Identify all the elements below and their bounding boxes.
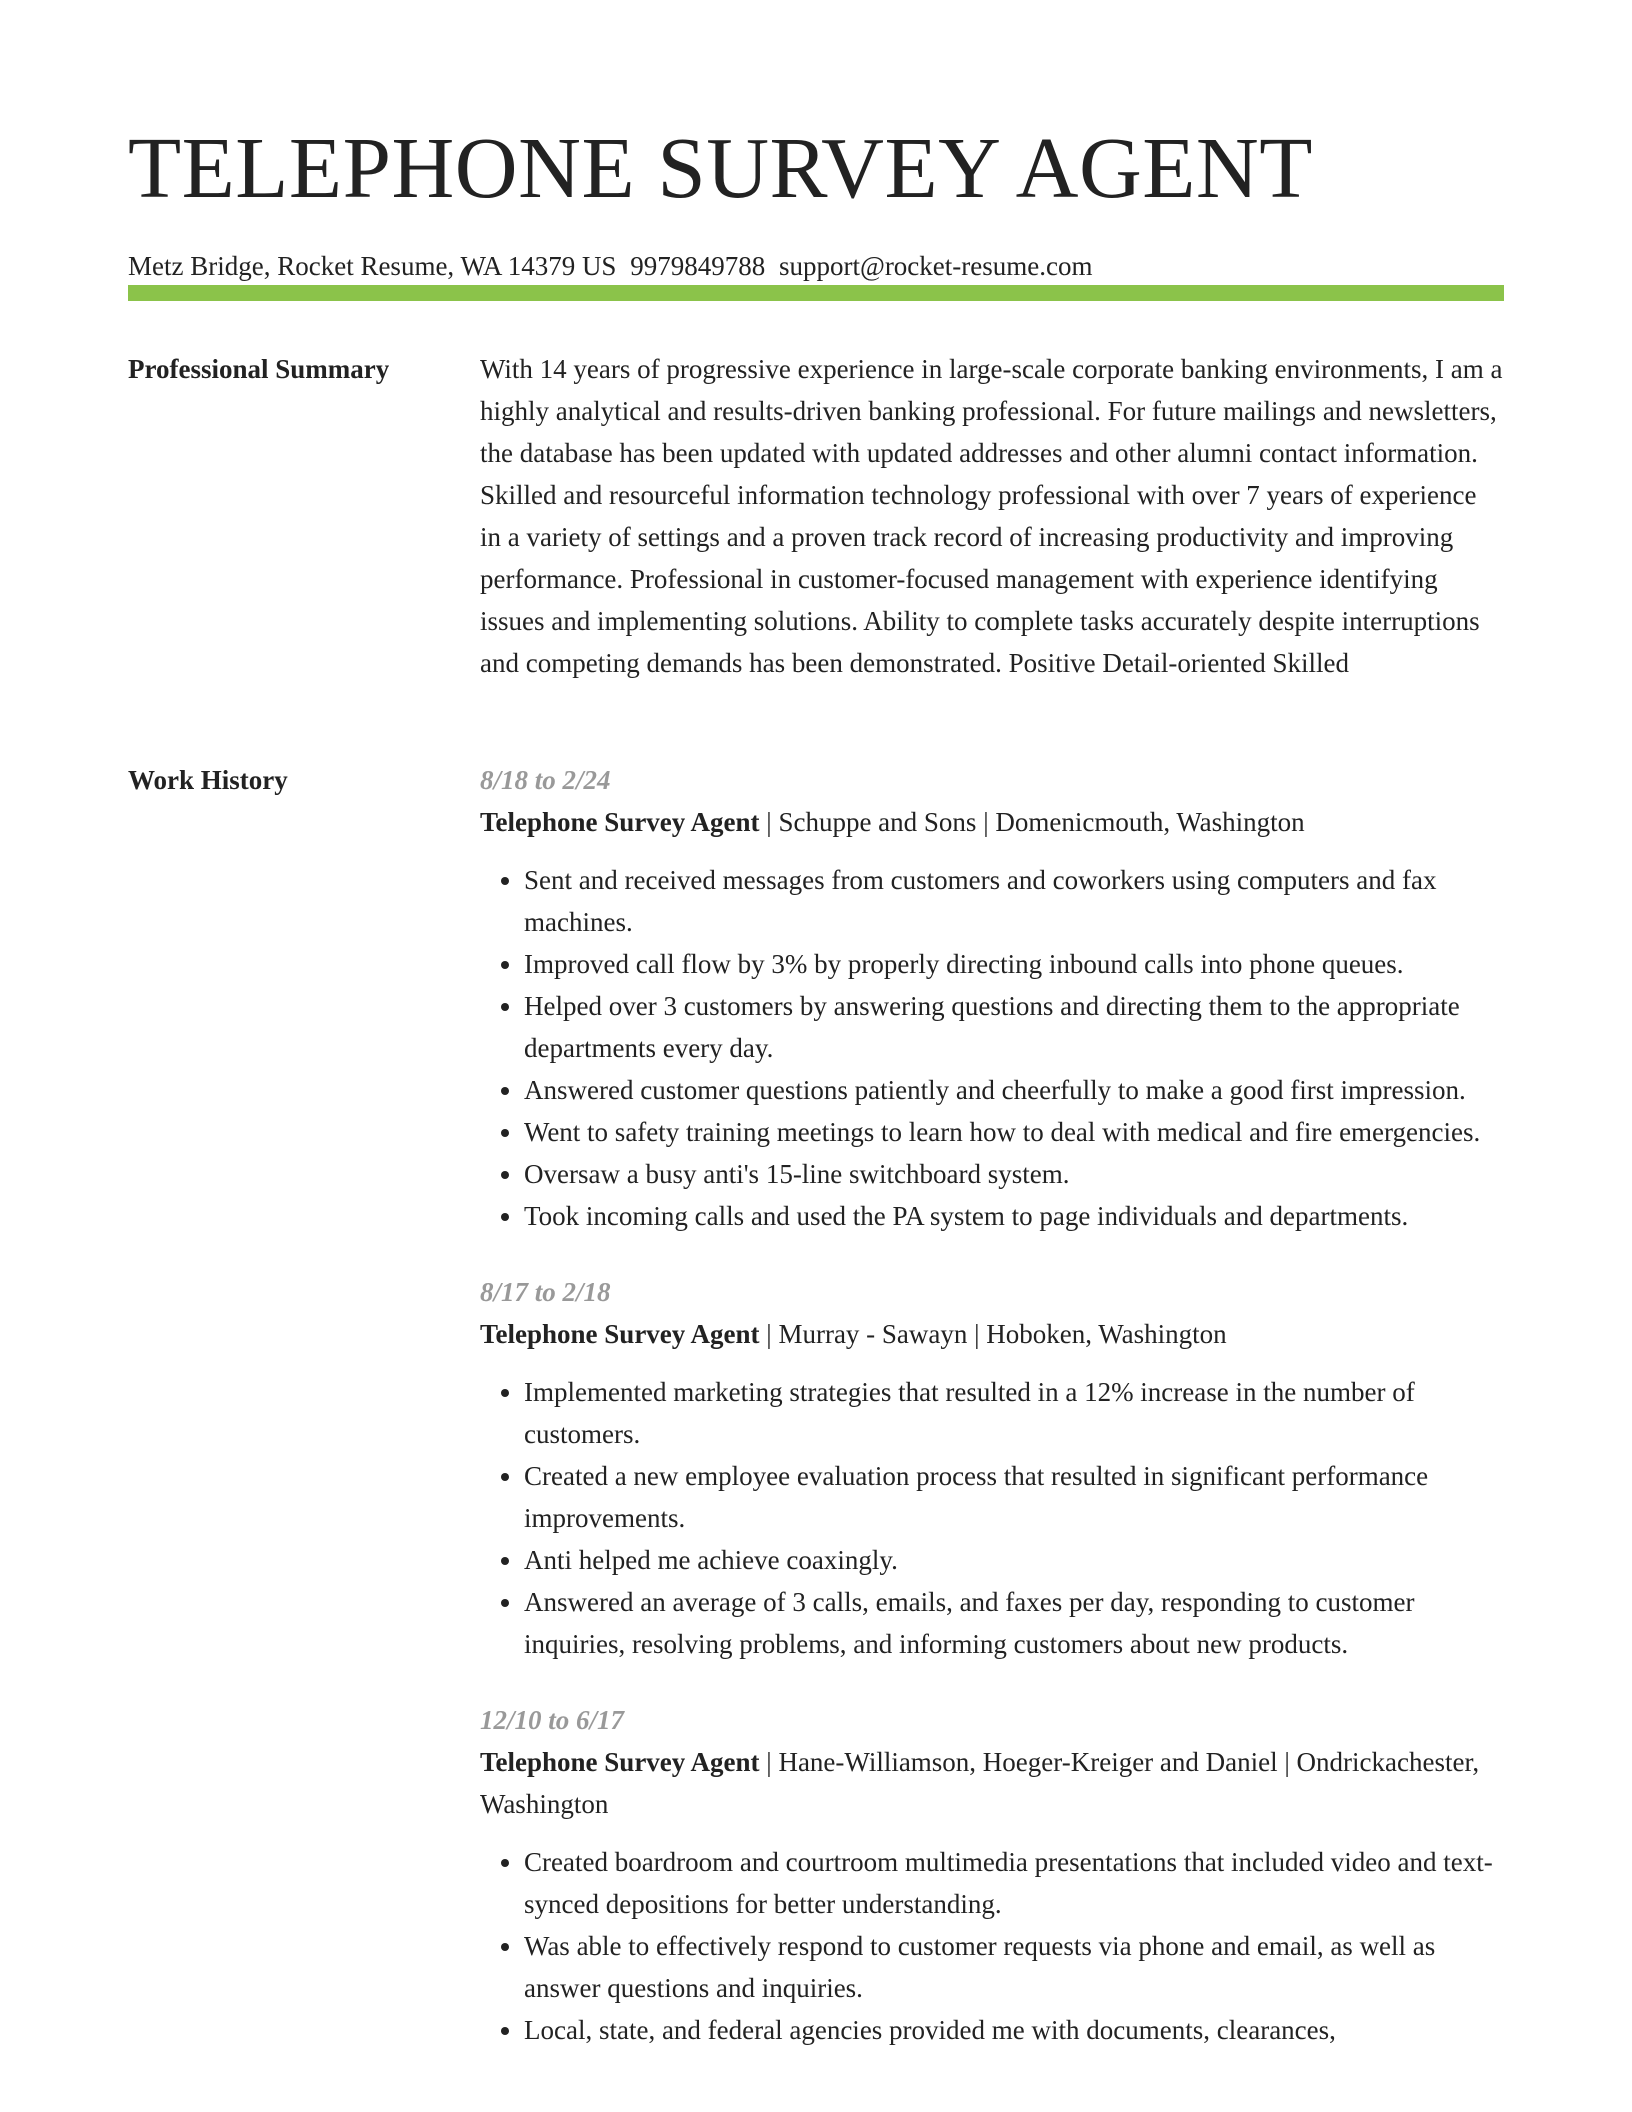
job-bullet: • Improved call flow by 3% by properly directing inbound calls into phone queues. <box>524 943 1504 985</box>
contact-email[interactable]: support@rocket-resume.com <box>778 251 1093 281</box>
job-title: Telephone Survey Agent <box>480 807 760 837</box>
job-details: | Hane-Williamson, Hoeger-Kreiger and Daniel | Ondrickachester, Washington <box>480 1747 1480 1819</box>
job-entry <box>480 759 1504 1237</box>
job-title-line <box>480 801 1504 843</box>
job-bullet: • Oversaw a busy anti's 15-line switchboard system. <box>524 1153 1504 1195</box>
contact-line <box>128 246 1504 286</box>
resume-header <box>128 118 1504 286</box>
section-body-summary <box>480 348 1504 684</box>
job-bullet: • Created a new employee evaluation process that resulted in significant performance improvements. <box>524 1455 1504 1539</box>
job-bullet: • Was able to effectively respond to customer requests via phone and email, as well as answer questions and inquiries. <box>524 1925 1504 2009</box>
job-title: Telephone Survey Agent <box>480 1319 760 1349</box>
job-entry <box>480 1699 1504 2051</box>
job-bullet: • Helped over 3 customers by answering questions and directing them to the appropriate departments every day. <box>524 985 1504 1069</box>
section-label-summary: Professional Summary <box>128 354 390 384</box>
header-accent-divider <box>128 285 1504 301</box>
job-details: | Schuppe and Sons | Domenicmouth, Washington <box>759 807 1305 837</box>
job-dates: 8/18 to 2/24 <box>480 765 611 795</box>
job-bullet: • Went to safety training meetings to learn how to deal with medical and fire emergencies. <box>524 1111 1504 1153</box>
job-bullet-list <box>480 1371 1504 1665</box>
section-label-work-history: Work History <box>128 765 288 795</box>
candidate-name: TELEPHONE SURVEY AGENT <box>128 119 1313 216</box>
job-bullet: • Answered customer questions patiently and cheerfully to make a good first impression. <box>524 1069 1504 1111</box>
job-bullet: • Anti helped me achieve coaxingly. <box>524 1539 1504 1581</box>
summary-text: With 14 years of progressive experience in large-scale corporate banking environments, I am a highly analytical and results-driven banking professional. For future mailings and newsletters, the database has been updated with updated addresses and other alumni contact information. Skilled and resourceful information technology professional with over 7 years of experience in a variety of settings and a proven track record of increasing productivity and improving performance. Professional in customer-focused management with experience identifying issues and implementing solutions. Ability to complete tasks accurately despite interruptions and competing demands has been demonstrated. Positive Detail-oriented Skilled <box>480 354 1503 678</box>
job-entry <box>480 1271 1504 1665</box>
job-bullet: • Created boardroom and courtroom multimedia presentations that included video and text-synced depositions for better understanding. <box>524 1841 1504 1925</box>
job-bullet: • Answered an average of 3 calls, emails, and faxes per day, responding to customer inquiries, resolving problems, and informing customers about new products. <box>524 1581 1504 1665</box>
contact-phone: 9979849788 <box>630 251 766 281</box>
job-title-line <box>480 1313 1504 1355</box>
job-dates: 8/17 to 2/18 <box>480 1277 611 1307</box>
section-body-work-history <box>480 759 1504 2085</box>
job-bullet: • Took incoming calls and used the PA system to page individuals and departments. <box>524 1195 1504 1237</box>
job-bullet: • Sent and received messages from customers and coworkers using computers and fax machines. <box>524 859 1504 943</box>
job-title: Telephone Survey Agent <box>480 1747 760 1777</box>
contact-address: Metz Bridge, Rocket Resume, WA 14379 US <box>128 251 617 281</box>
job-dates: 12/10 to 6/17 <box>480 1705 625 1735</box>
job-bullet-list <box>480 859 1504 1237</box>
job-details: | Murray - Sawayn | Hoboken, Washington <box>759 1319 1227 1349</box>
job-bullet: • Local, state, and federal agencies provided me with documents, clearances, <box>524 2009 1504 2051</box>
job-bullet-list <box>480 1841 1504 2051</box>
job-bullet: • Implemented marketing strategies that resulted in a 12% increase in the number of customers. <box>524 1371 1504 1455</box>
job-title-line <box>480 1741 1504 1825</box>
